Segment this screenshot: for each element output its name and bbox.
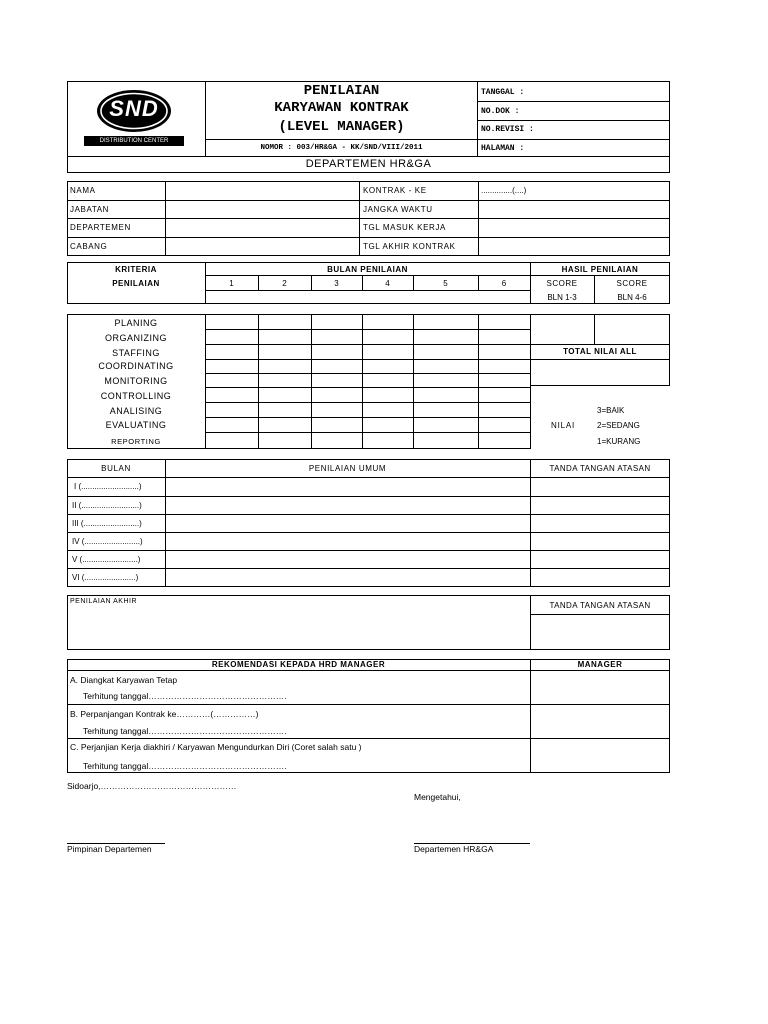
grid-line	[205, 417, 530, 418]
bulan-penilaian-heading: BULAN PENILAIAN	[327, 265, 408, 274]
score-sub-label: BLN 1-3	[547, 293, 577, 302]
manager-header: MANAGER	[577, 660, 623, 669]
score-label: SCORE	[616, 279, 648, 288]
recommendation-detail-c: Terhitung tanggal………………………………………….	[83, 761, 287, 771]
logo-text: SND	[109, 96, 159, 121]
grid-line	[205, 432, 530, 433]
eval-header-line	[205, 275, 670, 276]
total-nilai-label: TOTAL NILAI ALL	[563, 347, 637, 356]
company-logo	[84, 88, 184, 150]
eval-header-line	[205, 290, 530, 291]
penilaian-umum-header: PENILAIAN UMUM	[308, 464, 387, 473]
criteria-label: REPORTING	[111, 437, 161, 446]
departemen-label: DEPARTEMEN	[70, 223, 131, 232]
recommendation-row-line	[67, 738, 670, 739]
criteria-label: ANALISING	[109, 406, 163, 416]
kontrak-ke-label: KONTRAK - KE	[363, 186, 427, 195]
general-row-line	[67, 550, 670, 551]
header-line	[477, 120, 670, 121]
grid-line	[205, 344, 530, 345]
identity-row-line	[67, 218, 670, 219]
penilaian-heading: PENILAIAN	[112, 279, 160, 288]
grid-line	[205, 314, 206, 449]
grid-line	[205, 359, 530, 360]
general-row-line	[67, 477, 670, 478]
grid-line	[258, 314, 259, 449]
score-box-line	[594, 314, 595, 344]
month-number: 4	[385, 279, 390, 288]
grid-line	[205, 329, 530, 330]
hasil-penilaian-heading: HASIL PENILAIAN	[561, 265, 639, 274]
form-title: PENILAIAN	[303, 83, 380, 99]
month-number: 3	[334, 279, 339, 288]
recommendation-header: REKOMENDASI KEPADA HRD MANAGER	[211, 660, 386, 669]
document-number: NOMOR : 003/HR&GA - KK/SND/VIII/2011	[260, 144, 423, 152]
month-number: 1	[229, 279, 234, 288]
header-divider-right	[477, 81, 478, 157]
ttd-atasan-header: TANDA TANGAN ATASAN	[549, 464, 651, 473]
final-row-line	[530, 614, 670, 615]
kriteria-heading: KRITERIA	[115, 265, 157, 274]
mengetahui-label: Mengetahui,	[414, 792, 461, 802]
sidoarjo-date: Sidoarjo,…………………………………………	[67, 781, 237, 791]
grid-line	[205, 402, 530, 403]
ttd-atasan-label: TANDA TANGAN ATASAN	[549, 601, 651, 610]
legend-baik: 3=BAIK	[597, 406, 625, 415]
recommendation-option-b: B. Perpanjangan Kontrak ke…………(……………)	[70, 709, 259, 719]
general-row-line	[67, 496, 670, 497]
grid-line	[362, 314, 363, 449]
criteria-label: EVALUATING	[105, 420, 167, 430]
tanggal-label: TANGGAL :	[481, 88, 525, 97]
score-label: SCORE	[546, 279, 578, 288]
recommendation-col-line	[530, 659, 531, 773]
nodok-label: NO.DOK :	[481, 107, 520, 116]
month-row-label: V (.........................)	[72, 555, 141, 564]
month-number: 6	[501, 279, 507, 288]
nama-label: NAMA	[70, 186, 96, 195]
jabatan-label: JABATAN	[70, 205, 110, 214]
norevisi-label: NO.REVISI :	[481, 125, 534, 134]
general-row-line	[67, 514, 670, 515]
month-row-label: I (..........................)	[74, 482, 142, 491]
criteria-label: PLANING	[114, 318, 158, 328]
bulan-header: BULAN	[101, 464, 131, 473]
grid-line	[205, 387, 530, 388]
month-number: 2	[282, 279, 287, 288]
criteria-label: COORDINATING	[98, 361, 174, 371]
departemen-hrga-label: Departemen HR&GA	[414, 844, 494, 854]
legend-kurang: 1=KURANG	[597, 437, 641, 446]
criteria-label: ORGANIZING	[104, 333, 167, 343]
score-sub-label: BLN 4-6	[617, 293, 647, 302]
recommendation-option-a: A. Diangkat Karyawan Tetap	[70, 675, 178, 685]
month-row-label: VI (.......................)	[72, 573, 139, 582]
recommendation-row-line	[67, 670, 670, 671]
pimpinan-departemen-label: Pimpinan Departemen	[67, 844, 152, 854]
criteria-label: CONTROLLING	[100, 391, 172, 401]
month-number: 5	[443, 279, 448, 288]
criteria-label: STAFFING	[112, 348, 160, 358]
identity-row-line	[67, 237, 670, 238]
recommendation-detail-b: Terhitung tanggal………………………………………….	[83, 726, 287, 736]
criteria-label: MONITORING	[104, 376, 168, 386]
nilai-label: NILAI	[551, 421, 576, 430]
department-title: DEPARTEMEN HR&GA	[305, 158, 432, 170]
logo-subtext: DISTRIBUTION CENTER	[99, 138, 169, 144]
kontrak-ke-value: ..............(....)	[481, 186, 527, 195]
penilaian-akhir-label: PENILAIAN AKHIR	[70, 598, 138, 605]
general-row-line	[67, 532, 670, 533]
recommendation-detail-a: Terhitung tanggal………………………………………….	[83, 691, 287, 701]
recommendation-row-line	[67, 704, 670, 705]
month-row-label: III (.........................)	[72, 519, 142, 528]
score-box-line	[530, 359, 670, 360]
form-title-line3: (LEVEL MANAGER)	[278, 119, 405, 135]
jangka-waktu-label: JANGKA WAKTU	[363, 205, 433, 214]
grid-line	[478, 314, 479, 449]
header-line	[205, 139, 670, 140]
score-box-line	[530, 344, 670, 345]
recommendation-option-c: C. Perjanjian Kerja diakhiri / Karyawan Mengundurkan Diri (Coret salah satu )	[70, 742, 362, 752]
legend-sedang: 2=SEDANG	[597, 421, 640, 430]
month-row-label: II (..........................)	[72, 501, 142, 510]
general-row-line	[67, 568, 670, 569]
cabang-label: CABANG	[70, 242, 108, 251]
tgl-akhir-label: TGL AKHIR KONTRAK	[363, 242, 456, 251]
header-line	[477, 101, 670, 102]
grid-line	[311, 314, 312, 449]
grid-line	[413, 314, 414, 449]
form-title-line2: KARYAWAN KONTRAK	[274, 100, 409, 116]
month-row-label: IV (.........................)	[72, 537, 143, 546]
identity-row-line	[67, 200, 670, 201]
halaman-label: HALAMAN :	[481, 144, 525, 153]
grid-line	[205, 373, 530, 374]
tgl-masuk-label: TGL MASUK KERJA	[363, 223, 446, 232]
